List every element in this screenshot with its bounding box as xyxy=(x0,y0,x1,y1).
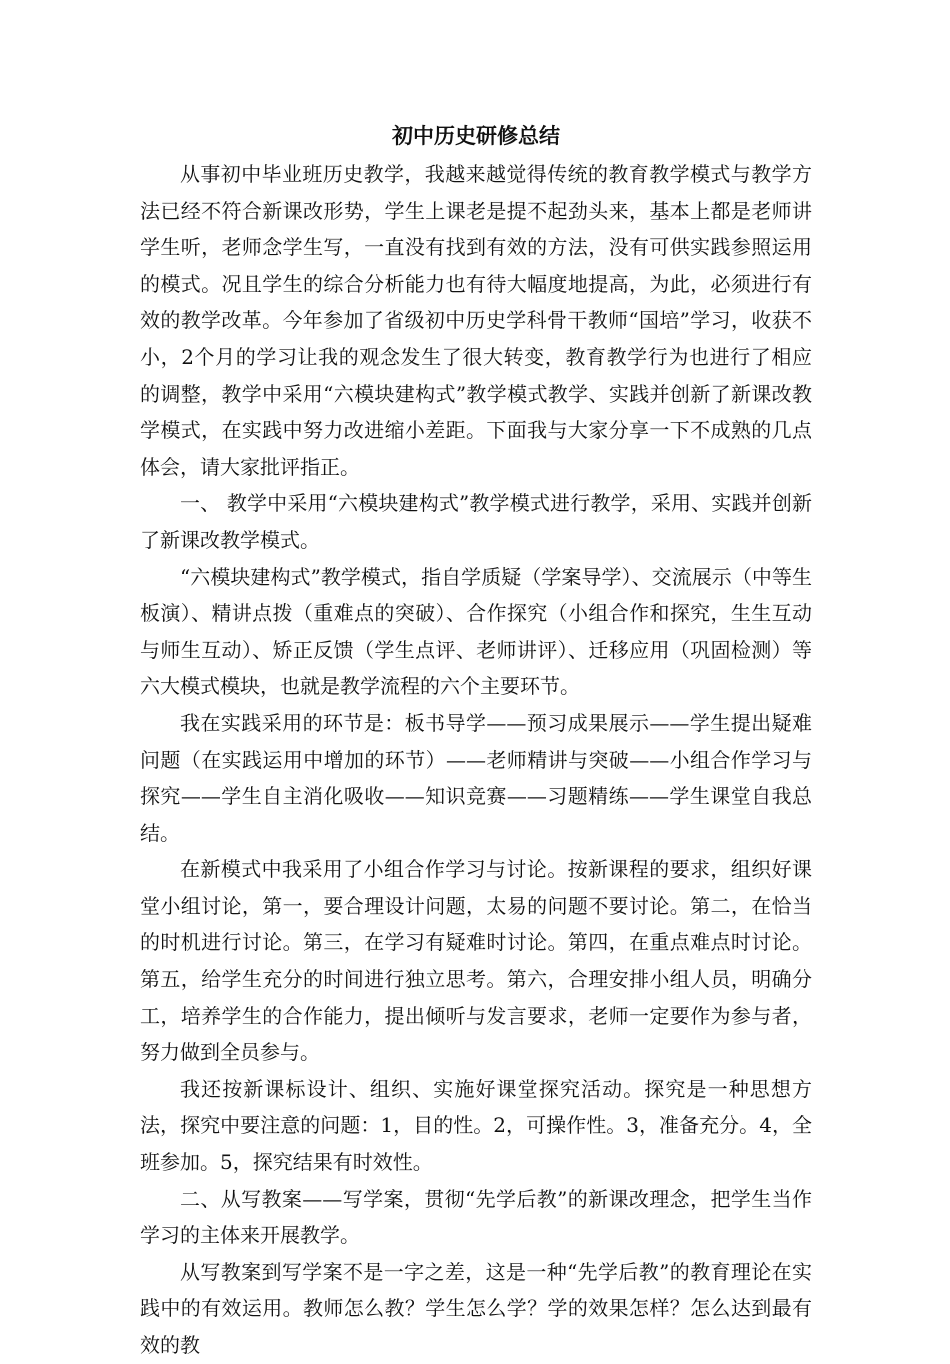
document-title: 初中历史研修总结 xyxy=(392,123,560,148)
paragraph: 从写教案到写学案不是一字之差，这是一种“先学后教”的教育理论在实践中的有效运用。教师怎么教？学生怎么学？学的效果怎样？怎么达到最有效的教 xyxy=(140,1259,812,1357)
paragraph: 在新模式中我采用了小组合作学习与讨论。按新课程的要求，组织好课堂小组讨论，第一，要合理设计问题，太易的问题不要讨论。第二，在恰当的时机进行讨论。第三，在学习有疑难时讨论。第四，在重点难点时讨论。第五，给学生充分的时间进行独立思考。第六，合理安排小组人员，明确分工，培养学生的合作能力，提出倾听与发言要求，老师一定要作为参与者，努力做到全员参与。 xyxy=(140,857,812,1065)
paragraph: “六模块建构式”教学模式，指自学质疑（学案导学）、交流展示（中等生板演）、精讲点拨（重难点的突破）、合作探究（小组合作和探究，生生互动与师生互动）、矫正反馈（学生点评、老师讲评）、迁移应用（巩固检测）等六大模式模块，也就是教学流程的六个主要环节。 xyxy=(140,564,812,699)
paragraph: 二、从写教案——写学案，贯彻“先学后教”的新课改理念，把学生当作学习的主体来开展教学。 xyxy=(140,1186,812,1248)
paragraph: 我在实践采用的环节是：板书导学——预习成果展示——学生提出疑难问题（在实践运用中增加的环节）——老师精讲与突破——小组合作学习与探究——学生自主消化吸收——知识竞赛——习题精练——学生课堂自我总结。 xyxy=(140,710,812,845)
paragraph: 从事初中毕业班历史教学，我越来越觉得传统的教育教学模式与教学方法已经不符合新课改形势，学生上课老是提不起劲头来，基本上都是老师讲学生听，老师念学生写，一直没有找到有效的方法，没有可供实践参照运用的模式。况且学生的综合分析能力也有待大幅度地提高，为此，必须进行有效的教学改革。今年参加了省级初中历史学科骨干教师“国培”学习，收获不小，2个月的学习让我的观念发生了很大转变，教育教学行为也进行了相应的调整，教学中采用“六模块建构式”教学模式教学、实践并创新了新课改教学模式，在实践中努力改进缩小差距。下面我与大家分享一下不成熟的几点体会，请大家批评指正。 xyxy=(140,162,812,479)
paragraph: 我还按新课标设计、组织、实施好课堂探究活动。探究是一种思想方法，探究中要注意的问题：1，目的性。2，可操作性。3，准备充分。4，全班参加。5，探究结果有时效性。 xyxy=(140,1076,812,1175)
document-body xyxy=(140,116,812,1364)
paragraph: 一、 教学中采用“六模块建构式”教学模式进行教学，采用、实践并创新了新课改教学模式。 xyxy=(140,491,812,552)
